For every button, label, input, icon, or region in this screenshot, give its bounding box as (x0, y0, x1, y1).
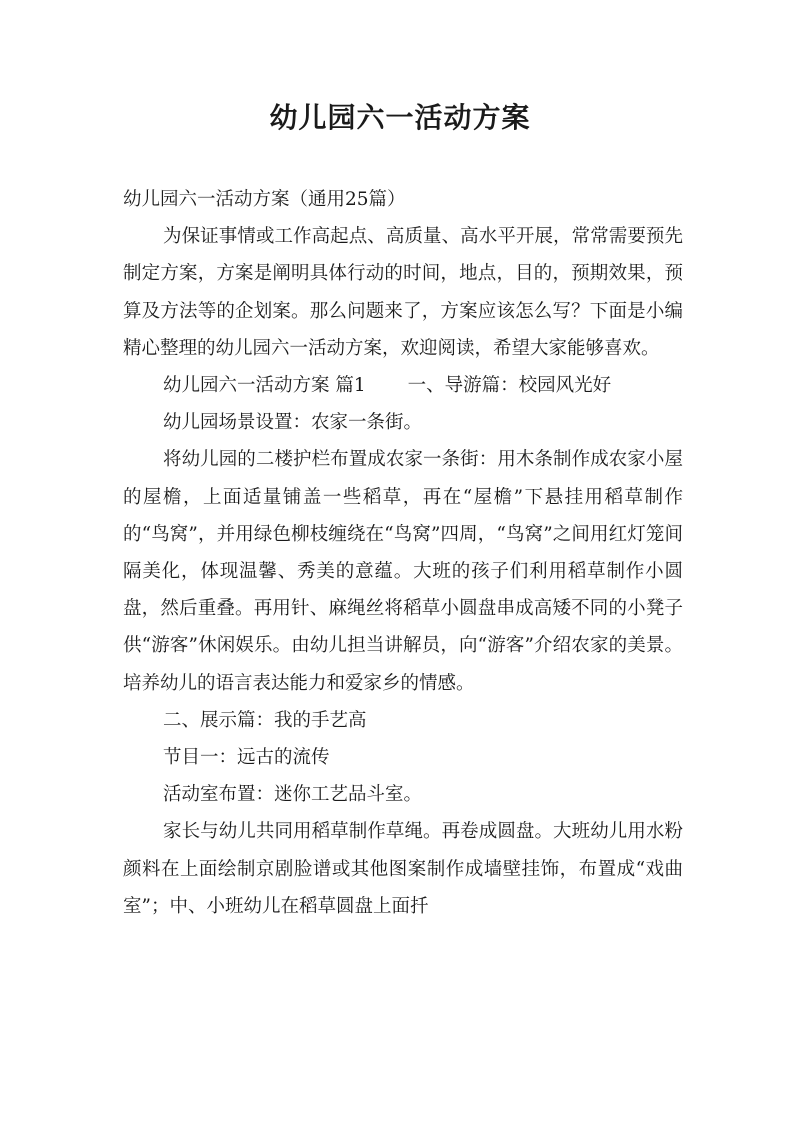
section-1-heading-line (123, 367, 683, 404)
document-title: 幼儿园六一活动方案 (269, 101, 531, 134)
section-1-heading: 幼儿园六一活动方案 篇1 (163, 375, 366, 397)
program-1-heading: 节目一：远古的流传 (163, 747, 330, 769)
paragraph-2: 家长与幼儿共同用稻草制作草绳。再卷成圆盘。大班幼儿用水粉颜料在上面绘制京剧脸谱或其他图案制作成墙壁挂饰，布置成“戏曲室”；中、小班幼儿在稻草圆盘上面扦 (123, 821, 683, 917)
scene-setting: 幼儿园场景设置：农家一条街。 (163, 412, 423, 434)
document-subtitle: 幼儿园六一活动方案（通用25篇） (123, 189, 406, 210)
paragraph-1: 将幼儿园的二楼护栏布置成农家一条街：用木条制作成农家小屋的屋檐，上面适量铺盖一些稻草，再在“屋檐”下悬挂用稻草制作的“鸟窝”，并用绿色柳枝缠绕在“鸟窝”四周，“鸟窝”之间用红灯笼间隔美化，体现温馨、秀美的意蕴。大班的孩子们利用稻草制作小圆盘，然后重叠。再用针、麻绳丝将稻草小圆盘串成高矮不同的小凳子供“游客”休闲娱乐。由幼儿担当讲解员，向“游客”介绍农家的美景。培养幼儿的语言表达能力和爱家乡的情感。 (123, 449, 683, 694)
section-2-heading: 二、展示篇：我的手艺高 (163, 709, 367, 731)
section-1-subheading: 一、导游篇：校园风光好 (407, 375, 612, 397)
intro-paragraph: 为保证事情或工作高起点、高质量、高水平开展，常常需要预先制定方案，方案是阐明具体行动的时间，地点，目的，预期效果，预算及方法等的企划案。那么问题来了，方案应该怎么写？下面是小编精心整理的幼儿园六一活动方案，欢迎阅读，希望大家能够喜欢。 (123, 226, 683, 359)
room-layout: 活动室布置：迷你工艺品斗室。 (163, 784, 423, 806)
document-body (123, 181, 683, 925)
